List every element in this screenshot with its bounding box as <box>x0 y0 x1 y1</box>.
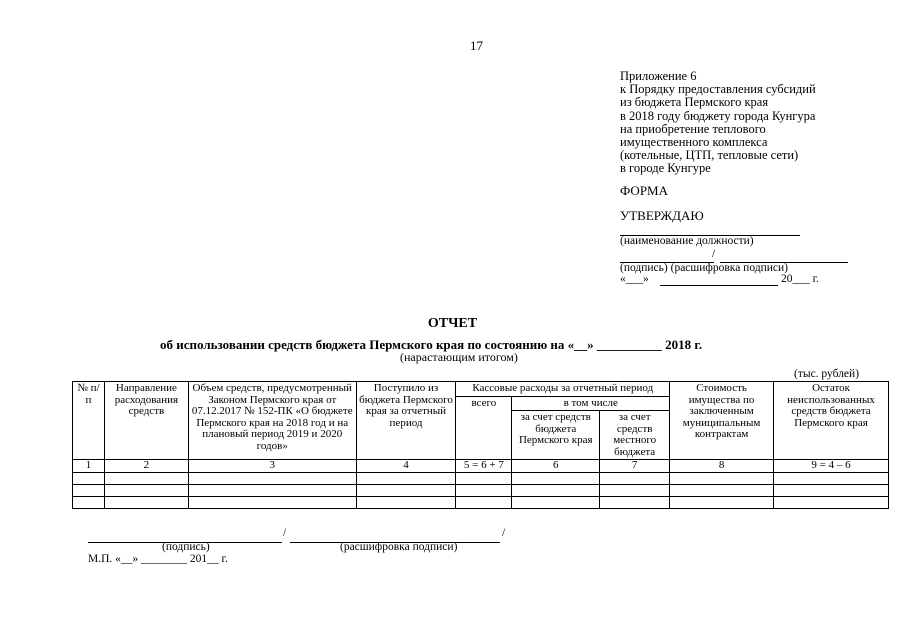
table-cell[interactable] <box>512 485 600 497</box>
report-subtitle: об использовании средств бюджета Пермского края по состоянию на «__» __________ 2018 г. <box>160 337 703 352</box>
appendix-line: (котельные, ЦТП, тепловые сети) <box>620 148 799 163</box>
table-cell[interactable] <box>456 497 512 509</box>
column-number-cell: 4 <box>356 460 456 473</box>
appendix-line: на приобретение теплового <box>620 121 766 136</box>
footer-slash-1: / <box>283 527 287 539</box>
column-number-cell: 2 <box>104 460 188 473</box>
table-cell[interactable] <box>104 497 188 509</box>
table-cell[interactable] <box>670 485 774 497</box>
appendix-block <box>620 70 816 176</box>
column-number-row <box>73 460 889 473</box>
table-cell[interactable] <box>104 473 188 485</box>
table-cell[interactable] <box>512 473 600 485</box>
header-cell-number: № п/п <box>73 382 105 460</box>
approve-date-open: «___» <box>620 273 649 285</box>
approve-date-line <box>660 276 778 286</box>
position-caption: (наименование должности) <box>620 235 754 247</box>
report-cumulative: (нарастающим итогом) <box>400 350 518 364</box>
units-label: (тыс. рублей) <box>794 368 860 380</box>
table-row <box>73 485 889 497</box>
column-number-cell: 8 <box>670 460 774 473</box>
table-cell[interactable] <box>73 485 105 497</box>
report-table <box>72 381 889 509</box>
table-cell[interactable] <box>456 485 512 497</box>
header-row <box>73 382 889 397</box>
table-cell[interactable] <box>670 497 774 509</box>
table-row <box>73 497 889 509</box>
table-cell[interactable] <box>600 473 670 485</box>
header-cell-property-cost: Стоимость имущества по заключенным муниципальным контрактам <box>670 382 774 460</box>
column-number-cell: 3 <box>188 460 356 473</box>
approve-heading: УТВЕРЖДАЮ <box>620 208 704 223</box>
table-cell[interactable] <box>774 485 889 497</box>
table-cell[interactable] <box>188 485 356 497</box>
signature-caption: (подпись) (расшифровка подписи) <box>620 262 789 274</box>
table-cell[interactable] <box>356 485 456 497</box>
signature-slash: / <box>712 248 716 260</box>
header-cell-total: всего <box>456 396 512 460</box>
page-number: 17 <box>470 38 483 53</box>
header-cell-direction: Направление расходования средств <box>104 382 188 460</box>
table-cell[interactable] <box>356 473 456 485</box>
table-cell[interactable] <box>512 497 600 509</box>
table-cell[interactable] <box>73 497 105 509</box>
column-number-cell: 1 <box>73 460 105 473</box>
footer-slash-2: / <box>502 527 506 539</box>
table-cell[interactable] <box>670 473 774 485</box>
table-cell[interactable] <box>774 497 889 509</box>
table-cell[interactable] <box>104 485 188 497</box>
column-number-cell: 7 <box>600 460 670 473</box>
table-cell[interactable] <box>73 473 105 485</box>
header-cell-local: за счет средств местного бюджета <box>600 411 670 460</box>
table-cell[interactable] <box>456 473 512 485</box>
footer-signature-caption: (подпись) <box>162 541 210 553</box>
table-cell[interactable] <box>188 473 356 485</box>
table-cell[interactable] <box>356 497 456 509</box>
report-title: ОТЧЕТ <box>427 316 478 331</box>
table-cell[interactable] <box>188 497 356 509</box>
header-cell-including: в том числе <box>512 396 670 411</box>
column-number-cell: 9 = 4 – 6 <box>774 460 889 473</box>
form-label: ФОРМА <box>620 183 668 198</box>
header-cell-received: Поступило из бюджета Пермского края за отчетный период <box>356 382 456 460</box>
appendix-line: в 2018 году бюджету города Кунгура <box>620 108 816 123</box>
table-cell[interactable] <box>600 497 670 509</box>
header-cell-remainder: Остаток неиспользованных средств бюджета Пермского края <box>774 382 889 460</box>
header-cell-volume: Объем средств, предусмотренный Законом Пермского края от 07.12.2017 № 152-ПК «О бюджете Пермского края на 2018 год и на плановый период 2019 и 2020 годов» <box>188 382 356 460</box>
appendix-line: из бюджета Пермского края <box>620 95 769 110</box>
appendix-line: имущественного комплекса <box>620 135 768 150</box>
table-row <box>73 473 889 485</box>
footer-mp-line: М.П. «__» ________ 201__ г. <box>88 553 228 565</box>
column-number-cell: 5 = 6 + 7 <box>456 460 512 473</box>
appendix-line: в городе Кунгуре <box>620 161 711 176</box>
header-cell-regional: за счет средств бюджета Пермского края <box>512 411 600 460</box>
header-cell-cash-expenses: Кассовые расходы за отчетный период <box>456 382 670 397</box>
table-cell[interactable] <box>774 473 889 485</box>
appendix-line: Приложение 6 <box>620 69 697 83</box>
footer-decoding-caption: (расшифровка подписи) <box>340 541 458 553</box>
column-number-cell: 6 <box>512 460 600 473</box>
table-cell[interactable] <box>600 485 670 497</box>
appendix-line: к Порядку предоставления субсидий <box>620 82 816 97</box>
approve-date-year: 20___ г. <box>781 273 819 285</box>
